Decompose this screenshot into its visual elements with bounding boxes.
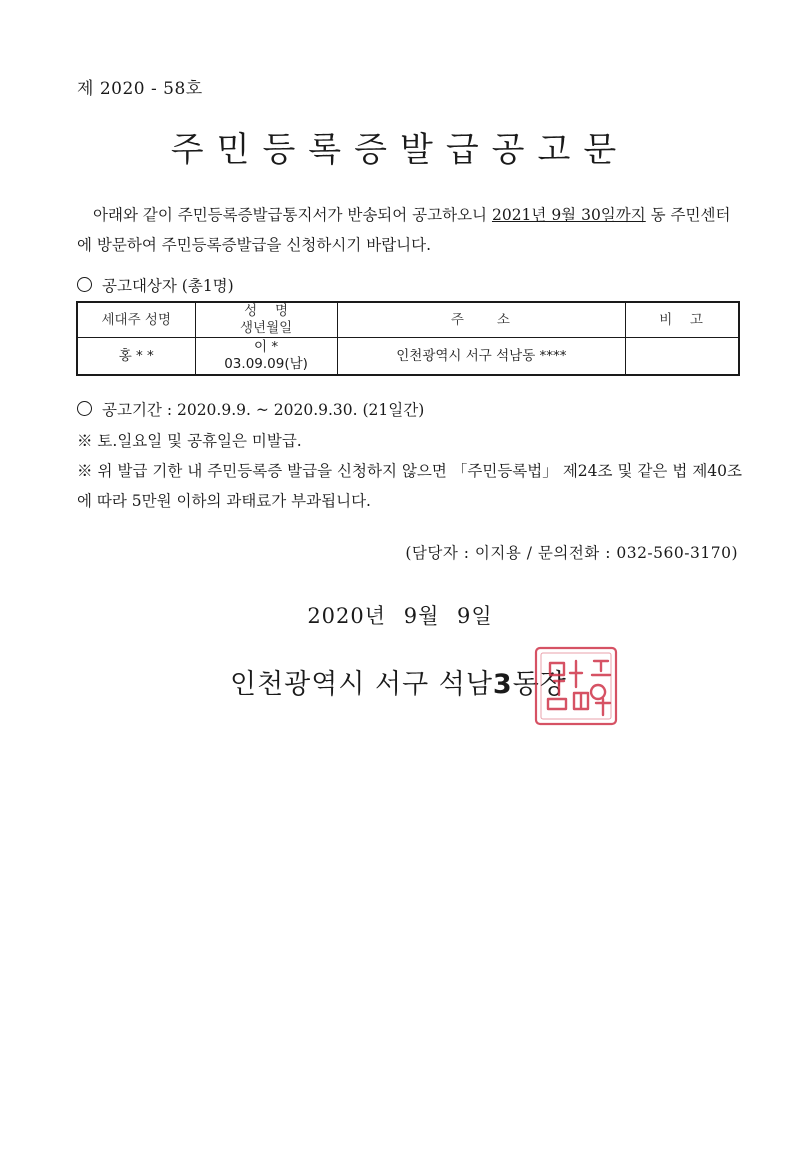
issuer-name — [230, 662, 567, 701]
cell-name-birth — [195, 338, 337, 376]
notice-period — [77, 398, 424, 420]
issuer-prefix: 인천광역시 서구 석남 — [230, 669, 493, 700]
cell-householder: 홍 * * — [77, 338, 195, 376]
cell-name: 이 * — [254, 339, 279, 355]
targets-heading-text: 공고대상자 (총1명) — [102, 277, 234, 295]
circle-bullet-icon — [77, 401, 92, 416]
targets-heading — [77, 274, 234, 296]
header-name-birth — [195, 302, 337, 338]
penalty-note: ※ 위 발급 기한 내 주민등록증 발급을 신청하지 않으면 「주민등록법」 제24조 및 같은 법 제40조에 따라 5만원 이하의 과태료가 부과됩니다. — [77, 462, 742, 510]
cell-birth: 03.09.09(남) — [224, 356, 308, 372]
cell-remark — [626, 338, 739, 376]
notice-period-text: 공고기간 : 2020.9.9. ~ 2020.9.30. (21일간) — [102, 401, 425, 419]
header-householder: 세대주 성명 — [77, 302, 195, 338]
intro-text-after: 동 주민센터에 방문하여 주민등록증발급을 신청하시기 바랍니다. — [77, 206, 731, 254]
document-title: 주민등록증발급공고문 — [170, 130, 630, 170]
document-number: 제 2020 - 58호 — [77, 79, 203, 99]
header-name: 성 명 — [244, 303, 289, 319]
issuer-suffix: 동장 — [512, 669, 567, 700]
cell-address: 인천광역시 서구 석남동 **** — [337, 338, 626, 376]
table-header-row — [77, 302, 739, 338]
official-seal-icon — [530, 643, 622, 729]
deadline-text: 2021년 9월 30일까지 — [491, 206, 646, 224]
header-address: 주 소 — [337, 302, 626, 338]
weekend-note: ※ 토.일요일 및 공휴일은 미발급. — [77, 432, 302, 450]
intro-paragraph — [77, 200, 742, 260]
issuer-number: 3 — [492, 669, 513, 700]
targets-table — [76, 301, 740, 376]
header-birth: 생년월일 — [239, 320, 293, 336]
circle-bullet-icon — [77, 277, 92, 292]
table-row — [77, 338, 739, 376]
contact-info: (담당자 : 이지용 / 문의전화 : 032-560-3170) — [405, 544, 738, 562]
header-remark: 비 고 — [626, 302, 739, 338]
intro-text-before: 아래와 같이 주민등록증발급통지서가 반송되어 공고하오니 — [93, 206, 492, 224]
issue-date: 2020년 9월 9일 — [307, 604, 493, 628]
